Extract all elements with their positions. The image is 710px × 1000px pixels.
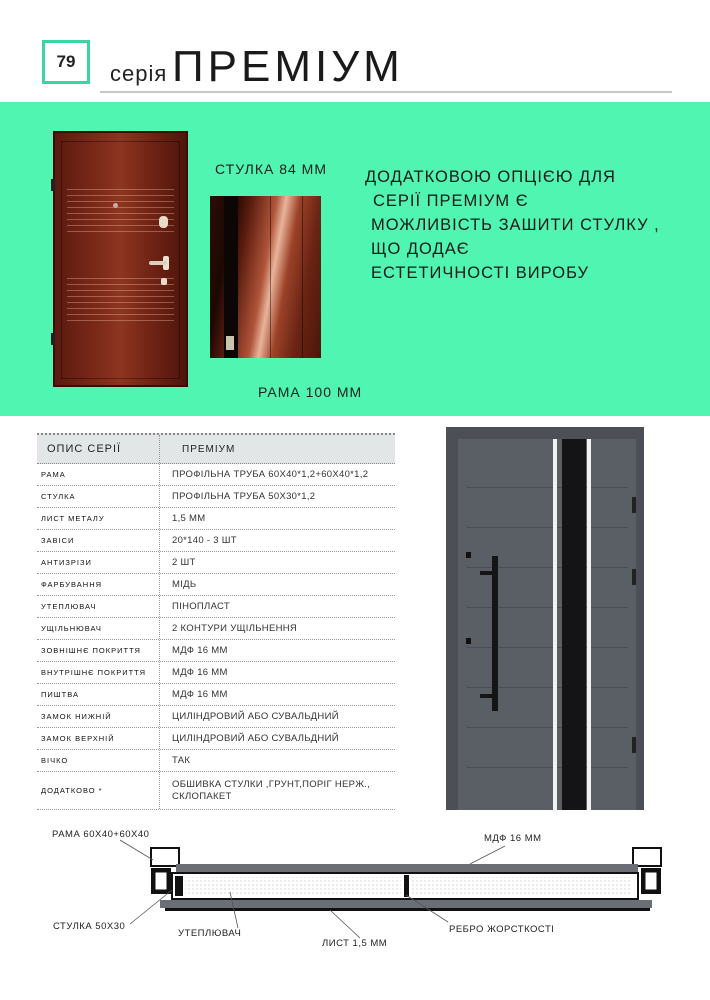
section-label-leaf: СТУЛКА 50Х30	[53, 921, 126, 932]
series-prefix: серія	[110, 61, 168, 86]
section-label-mdf: МДФ 16 ММ	[484, 833, 542, 844]
header-divider	[100, 91, 672, 93]
door-groove	[466, 487, 628, 488]
door-groove	[466, 607, 628, 608]
spec-value: МІДЬ	[172, 579, 197, 590]
insulation-fill	[412, 877, 632, 895]
table-row	[37, 706, 395, 728]
leader-line	[330, 910, 360, 938]
door-groove	[67, 308, 174, 309]
door-groove	[67, 314, 174, 315]
mdf-panel-outer	[176, 864, 638, 872]
door-groove	[67, 290, 174, 291]
promo-line: ЕСТЕТИЧНОСТІ ВИРОБУ	[371, 264, 590, 282]
promo-line: СЕРІЇ ПРЕМІУМ Є	[373, 192, 529, 210]
spec-value: 1,5 ММ	[172, 513, 206, 524]
edge-strip	[224, 196, 238, 358]
spec-table	[37, 433, 395, 810]
upper-lock-icon	[466, 552, 471, 558]
spec-label: ЗОВНІШНЄ ПОКРИТТЯ	[37, 640, 160, 661]
table-row	[37, 530, 395, 552]
section-label-frame: РАМА 60Х40+60Х40	[52, 829, 150, 840]
table-row	[37, 486, 395, 508]
hinge-icon	[632, 569, 636, 585]
spec-label: ДОДАТКОВО *	[37, 772, 160, 809]
spec-value: МДФ 16 ММ	[172, 689, 228, 700]
section-label-sheet: ЛИСТ 1,5 ММ	[322, 938, 388, 949]
table-row	[37, 574, 395, 596]
stiffening-rib	[404, 875, 409, 897]
spec-value: ЦИЛІНДРОВИЙ АБО СУВАЛЬДНИЙ	[172, 733, 339, 744]
door-groove	[67, 219, 174, 220]
door-groove	[67, 207, 174, 208]
door-photo-gray	[458, 439, 636, 810]
leader-line	[120, 840, 153, 860]
frame-profile	[645, 872, 657, 890]
edge-thickness-label: СТУЛКА 84 ММ	[215, 161, 327, 177]
glass-insert-black	[562, 439, 586, 810]
hinge-icon	[51, 179, 55, 191]
spec-label: ЗАМОК ВЕРХНІЙ	[37, 728, 160, 749]
spec-header-value: ПРЕМІУМ	[182, 443, 236, 455]
door-edge-photo	[210, 196, 321, 358]
door-groove	[466, 687, 628, 688]
leader-line	[470, 846, 505, 864]
door-groove	[67, 189, 174, 190]
door-groove	[466, 567, 628, 568]
door-photo-red	[53, 131, 188, 387]
spec-value: 20*140 - 3 ШТ	[172, 535, 237, 546]
door-groove	[466, 647, 628, 648]
door-groove	[67, 201, 174, 202]
section-label-insulation: УТЕПЛЮВАЧ	[178, 928, 242, 939]
promo-text	[365, 165, 705, 285]
spec-value: МДФ 16 ММ	[172, 645, 228, 656]
insulation-fill	[185, 877, 401, 895]
table-row	[37, 728, 395, 750]
spec-label: ВНУТРІШНЄ ПОКРИТТЯ	[37, 662, 160, 683]
spec-label: ЛИСТ МЕТАЛУ	[37, 508, 160, 529]
spec-label: ЗАМОК НИЖНІЙ	[37, 706, 160, 727]
spec-label: ЗАВІСИ	[37, 530, 160, 551]
hinge-icon	[632, 497, 636, 513]
table-row	[37, 640, 395, 662]
spec-value: 2 ШТ	[172, 557, 196, 568]
door-groove	[67, 284, 174, 285]
spec-value: ПРОФІЛЬНА ТРУБА 60Х40*1,2+60Х40*1,2	[172, 469, 369, 480]
door-groove	[466, 727, 628, 728]
promo-line: ЩО ДОДАЄ	[371, 240, 470, 258]
spec-value: ОБШИВКА СТУЛКИ ,ГРУНТ,ПОРІГ НЕРЖ., СКЛОПАКЕТ	[172, 778, 371, 802]
table-row	[37, 552, 395, 574]
frame-profile	[633, 848, 661, 866]
leaf-profile	[175, 876, 183, 896]
table-row	[37, 464, 395, 486]
hinge-icon	[632, 737, 636, 753]
table-row	[37, 508, 395, 530]
glass-insert-white	[587, 439, 591, 810]
table-row	[37, 662, 395, 684]
spec-value: ТАК	[172, 755, 191, 766]
frame-profile	[151, 848, 179, 866]
frame-profile	[155, 872, 167, 890]
panel-seam	[302, 196, 303, 358]
spec-value: 2 КОНТУРИ УЩІЛЬНЕННЯ	[172, 623, 298, 634]
lower-lock-icon	[466, 638, 471, 644]
door-groove	[67, 320, 174, 321]
door-groove	[67, 213, 174, 214]
spec-header-label: ОПИС СЕРІЇ	[37, 435, 160, 463]
peephole-icon	[113, 203, 118, 208]
glass-insert-white	[553, 439, 557, 810]
spec-label: РАМА	[37, 464, 160, 485]
table-row	[37, 772, 395, 810]
door-groove	[67, 225, 174, 226]
upper-lock-icon	[159, 216, 168, 228]
spec-label: УТЕПЛЮВАЧ	[37, 596, 160, 617]
cross-section-drawing	[0, 820, 710, 980]
table-row	[37, 750, 395, 772]
spec-value: МДФ 16 ММ	[172, 667, 228, 678]
section-label-rib: РЕБРО ЖОРСТКОСТІ	[449, 924, 555, 935]
door-groove	[67, 278, 174, 279]
hinge-icon	[51, 333, 55, 345]
spec-label: ФАРБУВАННЯ	[37, 574, 160, 595]
promo-line: МОЖЛИВІСТЬ ЗАШИТИ СТУЛКУ ,	[371, 216, 660, 234]
door-groove	[67, 296, 174, 297]
door-groove	[67, 302, 174, 303]
spec-label: СТУЛКА	[37, 486, 160, 507]
metal-sheet	[165, 908, 650, 911]
promo-line: ДОДАТКОВОЮ ОПЦІЄЮ ДЛЯ	[365, 168, 616, 186]
table-row	[37, 618, 395, 640]
door-groove	[466, 767, 628, 768]
spec-table-header	[37, 433, 395, 464]
spec-value: ПІНОПЛАСТ	[172, 601, 230, 612]
spec-label: ВІЧКО	[37, 750, 160, 771]
door-groove	[67, 195, 174, 196]
frame-thickness-label: РАМА 100 ММ	[258, 384, 363, 400]
table-row	[37, 596, 395, 618]
spec-label: АНТИЗРІЗИ	[37, 552, 160, 573]
series-title: ПРЕМІУМ	[172, 42, 404, 91]
panel-seam	[270, 196, 271, 358]
spec-label: УЩІЛЬНЮВАЧ	[37, 618, 160, 639]
latch-icon	[226, 336, 234, 350]
door-groove	[67, 231, 174, 232]
mdf-panel-inner	[160, 900, 652, 908]
page-number: 79	[42, 40, 90, 84]
door-handle-icon	[492, 556, 498, 711]
door-handle-icon	[149, 261, 167, 265]
spec-value: ПРОФІЛЬНА ТРУБА 50Х30*1,2	[172, 491, 316, 502]
lower-lock-icon	[161, 278, 167, 285]
table-row	[37, 684, 395, 706]
door-groove	[466, 527, 628, 528]
spec-value: ЦИЛІНДРОВИЙ АБО СУВАЛЬДНИЙ	[172, 711, 339, 722]
spec-label: ПИШТВА	[37, 684, 160, 705]
